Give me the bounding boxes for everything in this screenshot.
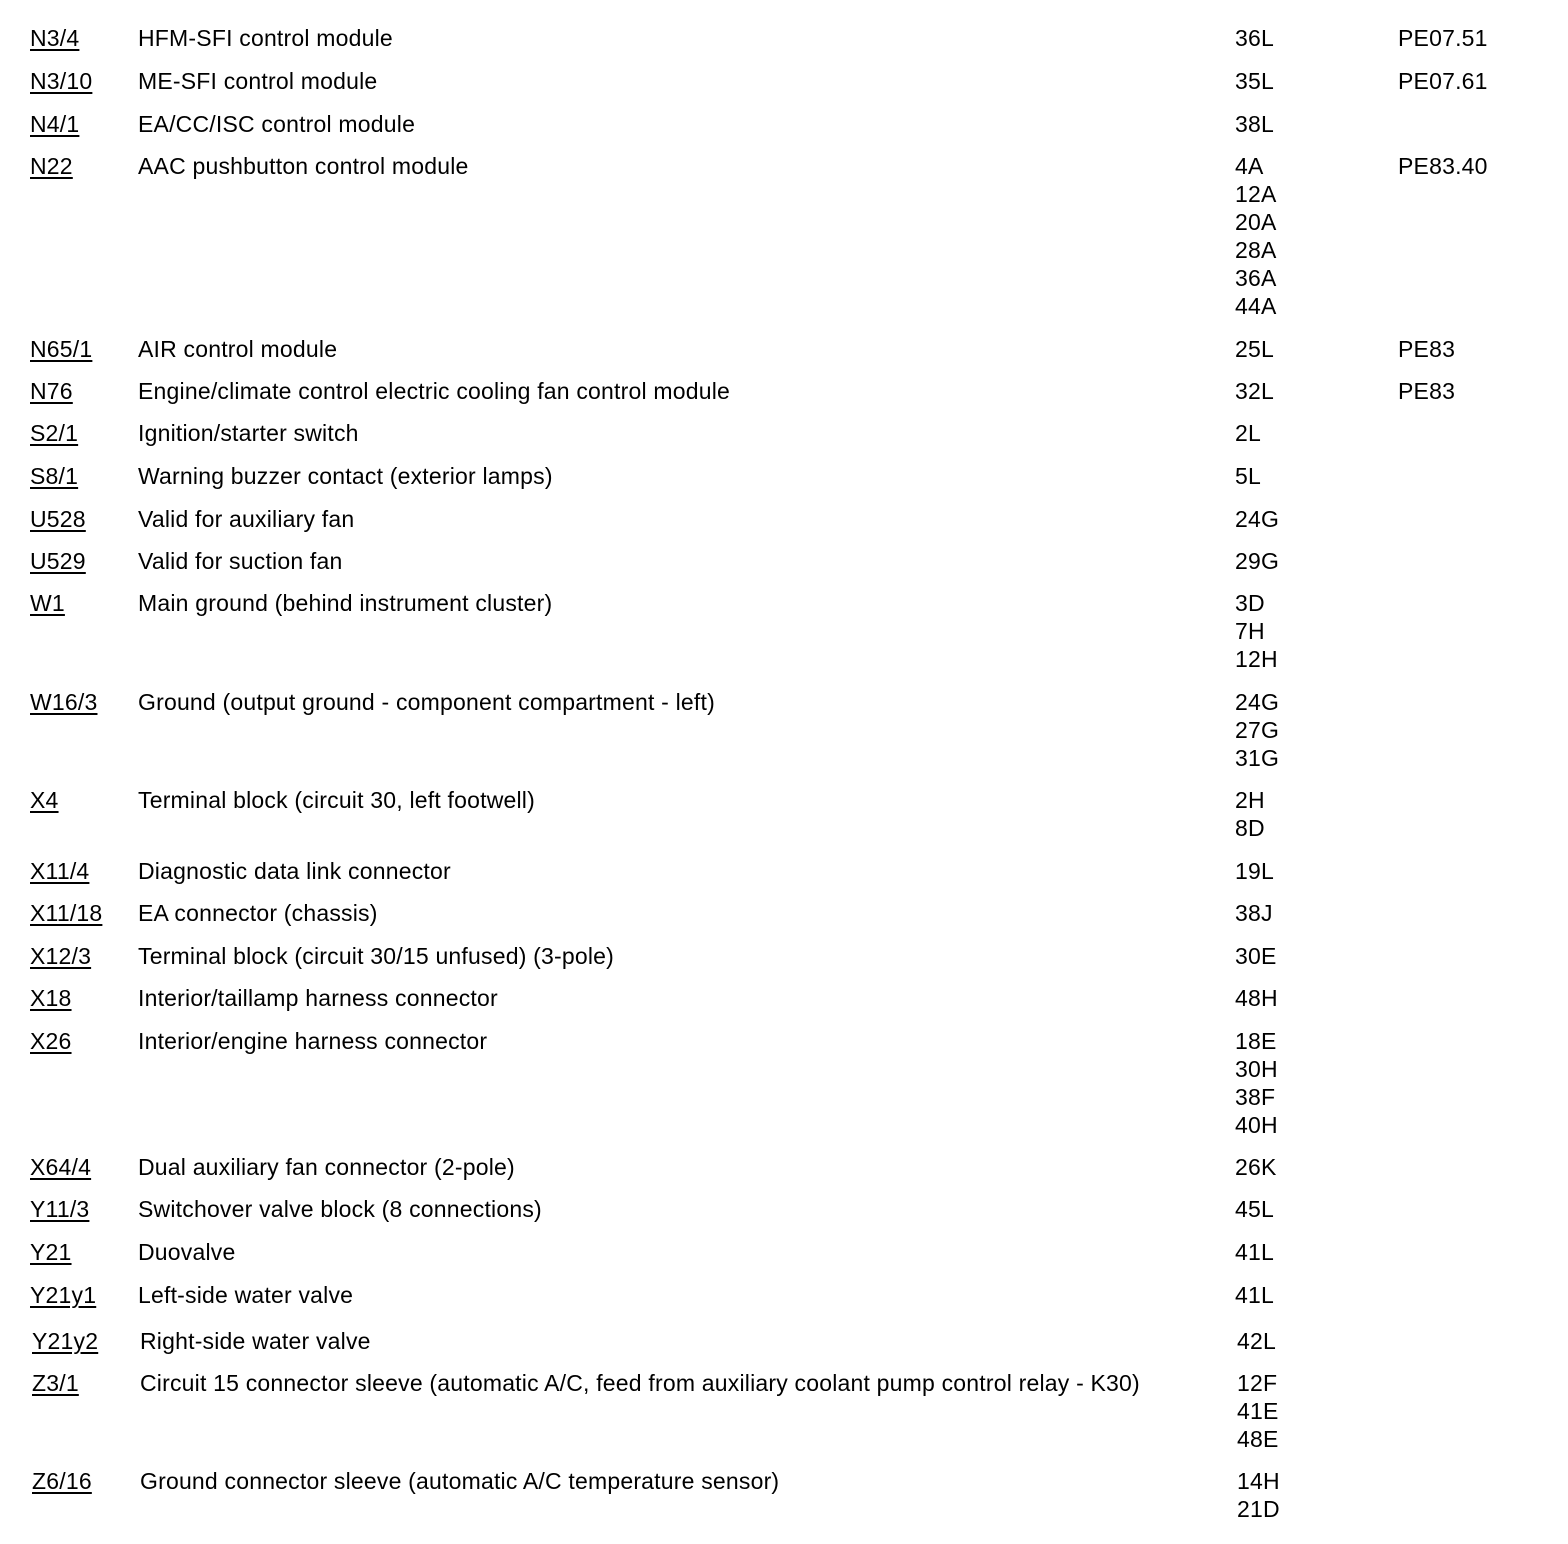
grid-location: 8D [1235, 815, 1265, 841]
component-description: Switchover valve block (8 connections) [138, 1196, 542, 1222]
grid-locations [1235, 335, 1274, 363]
component-code-link[interactable]: X64/4 [30, 1154, 92, 1180]
grid-locations [1235, 942, 1277, 970]
grid-locations [1235, 547, 1279, 575]
component-code-link[interactable]: U529 [30, 548, 86, 574]
wiring-diagram-reference: PE07.61 [1398, 68, 1488, 94]
grid-location: 18E [1235, 1028, 1277, 1054]
grid-locations [1235, 67, 1274, 95]
grid-location: 35L [1235, 68, 1274, 94]
grid-location: 36A [1235, 265, 1277, 291]
component-description: HFM-SFI control module [138, 25, 393, 51]
component-code-link[interactable]: X12/3 [30, 943, 92, 969]
grid-location: 41L [1235, 1282, 1274, 1308]
component-description: Duovalve [138, 1239, 236, 1265]
component-code-link[interactable]: Y21y1 [30, 1282, 97, 1308]
wiring-diagram-reference: PE83.40 [1398, 153, 1488, 179]
grid-locations [1235, 899, 1273, 927]
component-description: Ignition/starter switch [138, 420, 359, 446]
grid-location: 30E [1235, 943, 1277, 969]
grid-location: 3D [1235, 590, 1265, 616]
grid-location: 29G [1235, 548, 1280, 574]
grid-locations [1235, 152, 1277, 320]
component-code-link[interactable]: X11/18 [30, 900, 103, 926]
grid-locations [1235, 786, 1265, 842]
component-description: Main ground (behind instrument cluster) [138, 590, 553, 616]
grid-locations [1235, 1195, 1274, 1223]
wiring-diagram-reference: PE07.51 [1398, 25, 1488, 51]
grid-location: 24G [1235, 506, 1280, 532]
component-code-link[interactable]: Z6/16 [32, 1468, 92, 1494]
component-code-link[interactable]: X11/4 [30, 858, 90, 884]
grid-location: 5L [1235, 463, 1261, 489]
grid-location: 32L [1235, 378, 1274, 404]
component-code-link[interactable]: U528 [30, 506, 86, 532]
component-description: Terminal block (circuit 30/15 unfused) (3-pole) [138, 943, 614, 969]
component-code-link[interactable]: N22 [30, 153, 73, 179]
component-code-link[interactable]: X4 [30, 787, 59, 813]
grid-location: 41L [1235, 1239, 1274, 1265]
component-code-link[interactable]: Y21y2 [32, 1328, 99, 1354]
grid-locations [1237, 1467, 1280, 1523]
grid-location: 12A [1235, 181, 1277, 207]
wiring-diagram-reference: PE83 [1398, 378, 1456, 404]
grid-location: 30H [1235, 1056, 1278, 1082]
grid-location: 42L [1237, 1328, 1276, 1354]
component-description: Circuit 15 connector sleeve (automatic A/C, feed from auxiliary coolant pump control relay - K30) [140, 1370, 1140, 1396]
grid-location: 40H [1235, 1112, 1278, 1138]
component-code-link[interactable]: Y11/3 [30, 1196, 90, 1222]
grid-location: 38F [1235, 1084, 1276, 1110]
grid-location: 31G [1235, 745, 1280, 771]
grid-locations [1235, 688, 1279, 772]
grid-location: 26K [1235, 1154, 1277, 1180]
component-description: AAC pushbutton control module [138, 153, 469, 179]
component-code-link[interactable]: S2/1 [30, 420, 79, 446]
component-code-link[interactable]: N76 [30, 378, 73, 404]
grid-location: 19L [1235, 858, 1274, 884]
grid-locations [1235, 1153, 1277, 1181]
component-code-link[interactable]: X18 [30, 985, 72, 1011]
component-description: Interior/engine harness connector [138, 1028, 488, 1054]
component-description: Warning buzzer contact (exterior lamps) [138, 463, 553, 489]
grid-location: 28A [1235, 237, 1277, 263]
component-code-link[interactable]: W1 [30, 590, 65, 616]
component-description: Right-side water valve [140, 1328, 371, 1354]
grid-locations [1237, 1327, 1276, 1355]
grid-locations [1235, 1281, 1274, 1309]
grid-location: 25L [1235, 336, 1274, 362]
component-description: Ground connector sleeve (automatic A/C temperature sensor) [140, 1468, 780, 1494]
component-description: EA connector (chassis) [138, 900, 378, 926]
component-code-link[interactable]: N4/1 [30, 111, 80, 137]
component-code-link[interactable]: N3/10 [30, 68, 93, 94]
grid-location: 27G [1235, 717, 1280, 743]
grid-location: 44A [1235, 293, 1277, 319]
component-description: Left-side water valve [138, 1282, 354, 1308]
grid-location: 48H [1235, 985, 1278, 1011]
grid-locations [1235, 377, 1274, 405]
component-description: Engine/climate control electric cooling fan control module [138, 378, 731, 404]
grid-locations [1235, 1027, 1278, 1139]
grid-location: 20A [1235, 209, 1277, 235]
grid-location: 2L [1235, 420, 1261, 446]
grid-location: 45L [1235, 1196, 1274, 1222]
grid-locations [1235, 1238, 1274, 1266]
wiring-diagram-reference: PE83 [1398, 336, 1456, 362]
grid-locations [1235, 984, 1278, 1012]
grid-location: 2H [1235, 787, 1265, 813]
grid-locations [1235, 24, 1274, 52]
grid-location: 24G [1235, 689, 1280, 715]
grid-location: 4A [1235, 153, 1264, 179]
grid-location: 12H [1235, 646, 1278, 672]
grid-locations [1235, 589, 1278, 673]
grid-location: 38L [1235, 111, 1274, 137]
grid-locations [1237, 1369, 1279, 1453]
component-code-link[interactable]: W16/3 [30, 689, 98, 715]
component-code-link[interactable]: Z3/1 [32, 1370, 79, 1396]
component-description: Terminal block (circuit 30, left footwell) [138, 787, 535, 813]
grid-location: 21D [1237, 1496, 1280, 1522]
component-code-link[interactable]: X26 [30, 1028, 72, 1054]
component-description: Interior/taillamp harness connector [138, 985, 498, 1011]
component-code-link[interactable]: N3/4 [30, 25, 80, 51]
component-description: Dual auxiliary fan connector (2-pole) [138, 1154, 515, 1180]
grid-locations [1235, 419, 1261, 447]
component-code-link[interactable]: N65/1 [30, 336, 93, 362]
grid-locations [1235, 110, 1274, 138]
grid-location: 38J [1235, 900, 1273, 926]
component-description: EA/CC/ISC control module [138, 111, 416, 137]
grid-locations [1235, 505, 1279, 533]
component-description: Diagnostic data link connector [138, 858, 451, 884]
grid-location: 7H [1235, 618, 1265, 644]
component-code-link[interactable]: Y21 [30, 1239, 72, 1265]
grid-locations [1235, 462, 1261, 490]
component-description: Valid for suction fan [138, 548, 343, 574]
grid-location: 48E [1237, 1426, 1279, 1452]
grid-location: 12F [1237, 1370, 1278, 1396]
component-description: ME-SFI control module [138, 68, 378, 94]
grid-location: 36L [1235, 25, 1274, 51]
component-description: AIR control module [138, 336, 338, 362]
grid-location: 14H [1237, 1468, 1280, 1494]
component-code-link[interactable]: S8/1 [30, 463, 79, 489]
grid-locations [1235, 857, 1274, 885]
component-description: Ground (output ground - component compartment - left) [138, 689, 715, 715]
component-description: Valid for auxiliary fan [138, 506, 355, 532]
grid-location: 41E [1237, 1398, 1279, 1424]
